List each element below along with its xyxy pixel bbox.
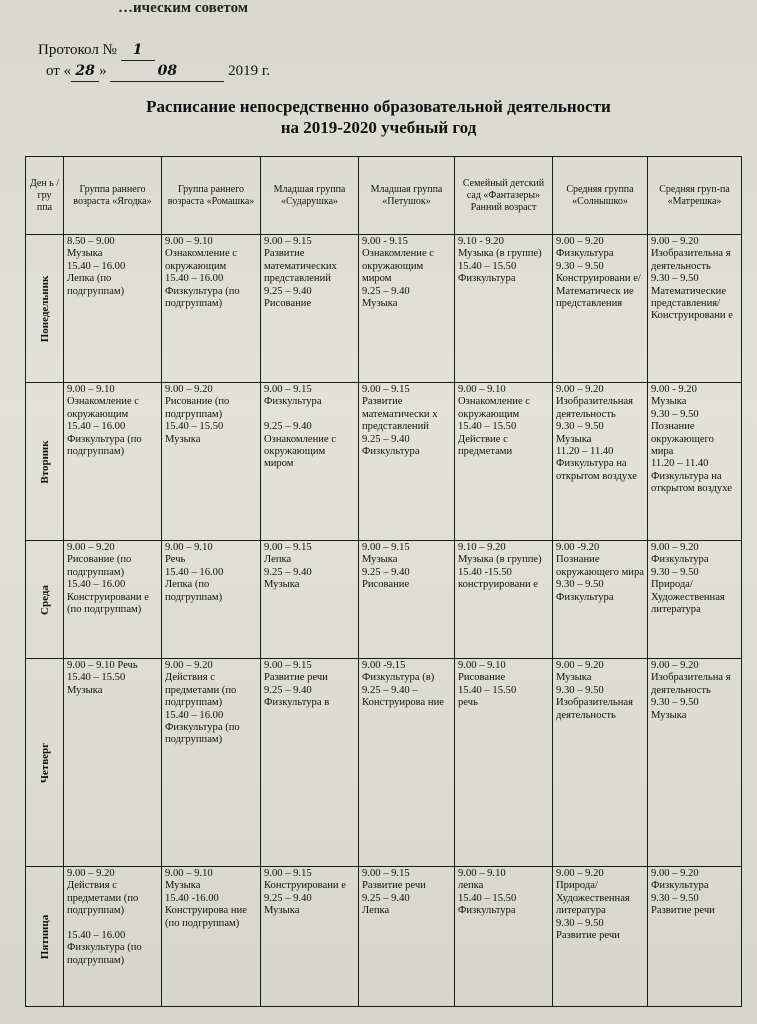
protocol-number: 1: [121, 40, 155, 61]
table-cell: 9.00 – 9.10 Ознакомление с окружающим 15.40 – 16.00 Физкультура (по подгруппам): [64, 383, 162, 541]
table-cell: 8.50 – 9.00 Музыка 15.40 – 16.00 Лепка (по подгруппам): [64, 235, 162, 383]
column-header-matreshka: Средняя груп-па «Матрешка»: [648, 157, 742, 235]
table-row: [26, 383, 742, 541]
table-cell: 9.00 – 9.10 Ознакомление с окружающим 15.40 – 15.50 Действие с предметами: [455, 383, 553, 541]
table-cell: 9.00 – 9.15 Развитие математических представлений 9.25 – 9.40 Рисование: [261, 235, 359, 383]
table-cell: 9.00 – 9.20 Рисование (по подгруппам) 15.40 – 16.00 Конструировани е (по подгруппам): [64, 541, 162, 659]
day-label: Пятница: [38, 914, 51, 959]
table-cell: 9.00 – 9.10 Речь 15.40 – 16.00 Лепка (по подгруппам): [162, 541, 261, 659]
protocol-label: Протокол №: [38, 42, 117, 58]
day-label: Четверг: [38, 742, 51, 783]
table-cell: 9.00 – 9.20 Изобразительная деятельность 9.30 – 9.50 Музыка 11.20 – 11.40 Физкультура на открытом воздухе: [553, 383, 648, 541]
protocol-line: [38, 40, 270, 61]
table-cell: 9.00 – 9.20 Физкультура 9.30 – 9.50 Развитие речи: [648, 867, 742, 1007]
table-row: [26, 235, 742, 383]
day-label: Среда: [38, 584, 51, 615]
table-cell: 9.00 - 9.15 Ознакомление с окружающим миром 9.25 – 9.40 Музыка: [359, 235, 455, 383]
table-cell: 9.00 – 9.20 Физкультура 9.30 – 9.50 Природа/ Художественная литература: [648, 541, 742, 659]
schedule-table: [25, 156, 742, 1007]
date-year: 2019 г.: [228, 63, 271, 79]
table-cell: 9.10 - 9.20 Музыка (в группе) 15.40 – 15.50 Физкультура: [455, 235, 553, 383]
column-header-day: Ден ь / гру ппа: [26, 157, 64, 235]
table-cell: 9.00 - 9.20 Музыка 9.30 – 9.50 Познание окружающего мира 11.20 – 11.40 Физкультура на открытом воздухе: [648, 383, 742, 541]
table-cell: 9.00 – 9.15 Музыка 9.25 – 9.40 Рисование: [359, 541, 455, 659]
table-cell: 9.00 – 9.15 Конструировани е 9.25 – 9.40 Музыка: [261, 867, 359, 1007]
date-month: 08: [110, 61, 224, 82]
protocol-block: [38, 40, 270, 82]
column-header-yagodka: Группа раннего возраста «Ягодка»: [64, 157, 162, 235]
approval-text: …ическим советом: [118, 0, 248, 16]
date-day: 28: [71, 61, 99, 82]
table-cell: 9.00 – 9.20 Изобразительна я деятельность 9.30 – 9.50 Музыка: [648, 659, 742, 867]
table-cell: 9.00 -9.20 Познание окружающего мира 9.30 – 9.50 Физкультура: [553, 541, 648, 659]
table-cell: 9.00 – 9.20 Изобразительна я деятельность 9.30 – 9.50 Математические представления/ Конструировани е: [648, 235, 742, 383]
title-line-2: на 2019-2020 учебный год: [280, 118, 477, 137]
table-cell: 9.00 – 9.10 Ознакомление с окружающим 15.40 – 16.00 Физкультура (по подгруппам): [162, 235, 261, 383]
table-cell: 9.00 – 9.10 Речь 15.40 – 15.50 Музыка: [64, 659, 162, 867]
table-cell: 9.00 – 9.20 Действия с предметами (по подгруппам) 15.40 – 16.00 Физкультура (по подгруппам): [64, 867, 162, 1007]
table-cell: 9.00 -9.15 Физкультура (в) 9.25 – 9.40 – Конструирова ние: [359, 659, 455, 867]
day-cell: [26, 235, 64, 383]
table-cell: 9.00 – 9.20 Действия с предметами (по подгруппам) 15.40 – 16.00 Физкультура (по подгруппам): [162, 659, 261, 867]
column-header-solnyshko: Средняя группа «Солнышко»: [553, 157, 648, 235]
header-row: [26, 157, 742, 235]
day-label: Вторник: [38, 439, 51, 484]
table-row: [26, 541, 742, 659]
table-cell: 9.00 – 9.10 лепка 15.40 – 15.50 Физкультура: [455, 867, 553, 1007]
day-cell: [26, 541, 64, 659]
table-cell: 9.00 – 9.20 Физкультура 9.30 – 9.50 Конструировани е/Математическ ие представления: [553, 235, 648, 383]
table-cell: 9.00 – 9.15 Развитие речи 9.25 – 9.40 Физкультура в: [261, 659, 359, 867]
date-mid: »: [99, 63, 107, 79]
table-cell: 9.00 – 9.20 Рисование (по подгруппам) 15.40 – 15.50 Музыка: [162, 383, 261, 541]
day-cell: [26, 383, 64, 541]
table-row: [26, 659, 742, 867]
day-cell: [26, 659, 64, 867]
day-label: Понедельник: [38, 275, 51, 342]
day-cell: [26, 867, 64, 1007]
table-cell: 9.00 – 9.20 Природа/ Художественная литература 9.30 – 9.50 Развитие речи: [553, 867, 648, 1007]
table-cell: 9.10 – 9.20 Музыка (в группе) 15.40 -15.50 конструировани е: [455, 541, 553, 659]
protocol-date: [38, 61, 270, 82]
table-cell: 9.00 – 9.10 Музыка 15.40 -16.00 Конструирова ние (по подгруппам): [162, 867, 261, 1007]
table-cell: 9.00 – 9.15 Физкультура 9.25 – 9.40 Ознакомление с окружающим миром: [261, 383, 359, 541]
document-title: [0, 96, 757, 138]
table-row: [26, 867, 742, 1007]
column-header-fantazery: Семейный детский сад «Фантазеры» Ранний возраст: [455, 157, 553, 235]
column-header-petushok: Младшая группа «Петушок»: [359, 157, 455, 235]
table-cell: 9.00 – 9.15 Развитие речи 9.25 – 9.40 Лепка: [359, 867, 455, 1007]
table-cell: 9.00 – 9.15 Лепка 9.25 – 9.40 Музыка: [261, 541, 359, 659]
column-header-romashka: Группа раннего возраста «Ромашка»: [162, 157, 261, 235]
table-cell: 9.00 – 9.15 Развитие математически х представлений 9.25 – 9.40 Физкультура: [359, 383, 455, 541]
table-cell: 9.00 – 9.10 Рисование 15.40 – 15.50 речь: [455, 659, 553, 867]
column-header-sudarushka: Младшая группа «Сударушка»: [261, 157, 359, 235]
title-line-1: Расписание непосредственно образовательной деятельности: [146, 97, 611, 116]
table-cell: 9.00 – 9.20 Музыка 9.30 – 9.50 Изобразительная деятельность: [553, 659, 648, 867]
date-prefix: от «: [46, 63, 72, 79]
